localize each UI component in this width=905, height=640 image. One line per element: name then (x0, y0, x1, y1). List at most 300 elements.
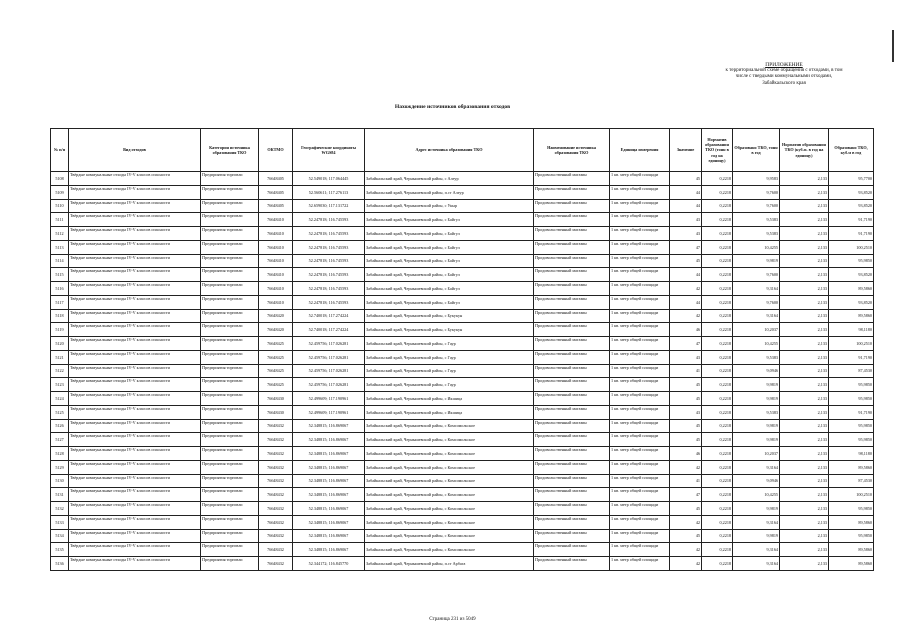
table-cell: Продовольственный магазин (534, 364, 610, 378)
table-cell: 76648432 (259, 460, 293, 474)
table-cell: 0,2218 (702, 337, 733, 351)
table-cell: 1 кв. метр общей площади (610, 227, 670, 241)
table-cell: 9,9819 (733, 378, 780, 392)
table-cell: 2,133 (780, 529, 829, 543)
table-cell: 52.348815; 116.869067 (293, 502, 365, 516)
table-cell: 0,2218 (702, 350, 733, 364)
table-cell: 98,1180 (829, 323, 874, 337)
table-cell: 0,2218 (702, 213, 733, 227)
table-cell: 52.499609; 117.190961 (293, 392, 365, 406)
table-cell: 52.348815; 116.869067 (293, 460, 365, 474)
table-cell: 0,2218 (702, 282, 733, 296)
table-cell: 41 (670, 364, 702, 378)
table-row (51, 254, 874, 268)
table-cell: 52.348815; 116.869067 (293, 529, 365, 543)
table-cell: 5122 (51, 364, 69, 378)
table-cell: 76648410 (259, 227, 293, 241)
table-cell: 89,5860 (829, 309, 874, 323)
table-cell: 1 кв. метр общей площади (610, 515, 670, 529)
table-cell: 0,2218 (702, 557, 733, 571)
table-cell: 5123 (51, 378, 69, 392)
table-cell: 5128 (51, 447, 69, 461)
table-cell: Забайкальский край, Чернышевский район, с Гаур (365, 337, 534, 351)
table-cell: 76648410 (259, 213, 293, 227)
table-cell: 10,4255 (733, 240, 780, 254)
table-cell: Твёрдые коммунальные отходы IV-V классов опасности (69, 227, 201, 241)
table-cell: 1 кв. метр общей площади (610, 213, 670, 227)
table-cell: 9,9819 (733, 502, 780, 516)
table-cell: Забайкальский край, Чернышевский район, с Комсомольское (365, 447, 534, 461)
table-cell: 89,5860 (829, 515, 874, 529)
appendix-line-2: числе с твердыми коммунальными отходами, (735, 74, 833, 80)
table-cell: 1 кв. метр общей площади (610, 419, 670, 433)
table-cell: Твёрдые коммунальные отходы IV-V классов опасности (69, 419, 201, 433)
table-cell: 46 (670, 447, 702, 461)
table-cell: Твёрдые коммунальные отходы IV-V классов опасности (69, 488, 201, 502)
table-cell: 2,133 (780, 213, 829, 227)
table-cell: 2,133 (780, 502, 829, 516)
table-cell: Твёрдые коммунальные отходы IV-V классов опасности (69, 350, 201, 364)
table-row (51, 515, 874, 529)
table-cell: 43 (670, 213, 702, 227)
table-cell: 0,2218 (702, 172, 733, 186)
table-cell: Предприятия торговли (201, 543, 259, 557)
table-cell: Продовольственный магазин (534, 323, 610, 337)
table-cell: 0,2218 (702, 488, 733, 502)
table-cell: 91,7190 (829, 405, 874, 419)
table-cell: 5112 (51, 227, 69, 241)
table-cell: Твёрдые коммунальные отходы IV-V классов опасности (69, 433, 201, 447)
table-cell: 2,133 (780, 557, 829, 571)
table-cell: 5131 (51, 488, 69, 502)
table-cell: Забайкальский край, Чернышевский район, с Комсомольское (365, 515, 534, 529)
table-cell: Твёрдые коммунальные отходы IV-V классов опасности (69, 323, 201, 337)
table-cell: Забайкальский край, Чернышевский район, с Байгул (365, 227, 534, 241)
table-cell: 0,2218 (702, 364, 733, 378)
table-cell: 42 (670, 543, 702, 557)
table-cell: 2,133 (780, 378, 829, 392)
table-row (51, 172, 874, 186)
table-cell: Продовольственный магазин (534, 295, 610, 309)
table-cell: 76648410 (259, 254, 293, 268)
table-cell: Продовольственный магазин (534, 240, 610, 254)
table-cell: 0,2218 (702, 474, 733, 488)
table-cell: 10,4255 (733, 337, 780, 351)
table-cell: 9,5383 (733, 213, 780, 227)
table-cell: 1 кв. метр общей площади (610, 392, 670, 406)
table-cell: Продовольственный магазин (534, 543, 610, 557)
margin-mark (892, 30, 894, 62)
table-cell: Забайкальский край, Чернышевский район, с Комсомольское (365, 543, 534, 557)
table-cell: 89,5860 (829, 557, 874, 571)
table-cell: 52.459756; 117.026281 (293, 350, 365, 364)
table-cell: 76648410 (259, 295, 293, 309)
table-cell: 76648425 (259, 337, 293, 351)
table-cell: 91,7190 (829, 227, 874, 241)
column-header: Значение (670, 129, 702, 172)
table-cell: Продовольственный магазин (534, 502, 610, 516)
table-cell: Забайкальский край, Чернышевский район, с Байгул (365, 240, 534, 254)
table-cell: Предприятия торговли (201, 378, 259, 392)
table-cell: Твёрдые коммунальные отходы IV-V классов опасности (69, 557, 201, 571)
table-cell: 2,133 (780, 337, 829, 351)
table-header-row (51, 129, 874, 172)
column-header: Категория источника образования ТКО (201, 129, 259, 172)
table-cell: 2,133 (780, 447, 829, 461)
table-cell: 2,133 (780, 227, 829, 241)
column-header: ОКТМО (259, 129, 293, 172)
table-cell: Продовольственный магазин (534, 282, 610, 296)
table-cell: Продовольственный магазин (534, 392, 610, 406)
table-cell: 42 (670, 282, 702, 296)
table-cell: Предприятия торговли (201, 282, 259, 296)
table-cell: 9,3164 (733, 557, 780, 571)
table-cell: Предприятия торговли (201, 185, 259, 199)
table-cell: 52.247818; 116.745593 (293, 282, 365, 296)
table-cell: 1 кв. метр общей площади (610, 199, 670, 213)
table-cell: Твёрдые коммунальные отходы IV-V классов опасности (69, 185, 201, 199)
table-cell: 52.348815; 116.869067 (293, 419, 365, 433)
table-cell: 5126 (51, 419, 69, 433)
table-cell: 87,4530 (829, 474, 874, 488)
table-cell: 1 кв. метр общей площади (610, 295, 670, 309)
table-cell: 93,8520 (829, 268, 874, 282)
table-cell: 43 (670, 227, 702, 241)
appendix-line-3: Забайкальского края (762, 80, 806, 86)
table-cell: Твёрдые коммунальные отходы IV-V классов опасности (69, 460, 201, 474)
table-cell: Твёрдые коммунальные отходы IV-V классов опасности (69, 282, 201, 296)
table-cell: 52.459756; 117.026281 (293, 337, 365, 351)
table-cell: 89,5860 (829, 282, 874, 296)
table-cell: 9,9819 (733, 529, 780, 543)
table-cell: Твёрдые коммунальные отходы IV-V классов опасности (69, 337, 201, 351)
table-cell: Забайкальский край, Чернышевский район, с Икшица (365, 405, 534, 419)
table-cell: 47 (670, 488, 702, 502)
table-cell: Забайкальский край, Чернышевский район, с Комсомольское (365, 488, 534, 502)
table-cell: 5127 (51, 433, 69, 447)
table-cell: Твёрдые коммунальные отходы IV-V классов опасности (69, 392, 201, 406)
table-cell: Предприятия торговли (201, 557, 259, 571)
table-cell: 5110 (51, 199, 69, 213)
column-header: Наименование источника образования ТКО (534, 129, 610, 172)
table-cell: 2,133 (780, 268, 829, 282)
column-header: Вид отходов (69, 129, 201, 172)
table-cell: 52.344172; 116.845770 (293, 557, 365, 571)
table-cell: 1 кв. метр общей площади (610, 447, 670, 461)
table-cell: Забайкальский край, Чернышевский район, с Гаур (365, 350, 534, 364)
table-cell: 52.348815; 116.869067 (293, 515, 365, 529)
table-cell: 2,133 (780, 405, 829, 419)
table-cell: 89,5860 (829, 543, 874, 557)
table-cell: 0,2218 (702, 185, 733, 199)
table-cell: 2,133 (780, 323, 829, 337)
table-cell: 47 (670, 240, 702, 254)
table-cell: 52.348815; 116.869067 (293, 474, 365, 488)
appendix-line-1: к территориальной схеме обращения с отходами, в том (725, 68, 843, 74)
table-row (51, 350, 874, 364)
table-cell: Забайкальский край, Чернышевский район, с Букукун (365, 323, 534, 337)
table-cell: Забайкальский край, Чернышевский район, с Байгул (365, 282, 534, 296)
table-cell: Предприятия торговли (201, 515, 259, 529)
table-cell: Предприятия торговли (201, 337, 259, 351)
table-cell: Забайкальский край, Чернышевский район, с Гаур (365, 364, 534, 378)
table-cell: 47 (670, 337, 702, 351)
table-cell: Твёрдые коммунальные отходы IV-V классов опасности (69, 447, 201, 461)
table-cell: Твёрдые коммунальные отходы IV-V классов опасности (69, 172, 201, 186)
table-cell: 1 кв. метр общей площади (610, 502, 670, 516)
table-cell: 2,133 (780, 460, 829, 474)
table-cell: 2,133 (780, 240, 829, 254)
table-cell: Забайкальский край, Чернышевский район, с Гаур (365, 378, 534, 392)
table-cell: 89,5860 (829, 460, 874, 474)
table-cell: 1 кв. метр общей площади (610, 405, 670, 419)
table-cell: Продовольственный магазин (534, 185, 610, 199)
table-cell: Забайкальский край, Чернышевский район, с Комсомольское (365, 529, 534, 543)
table-cell: 76648432 (259, 515, 293, 529)
table-cell: 9,7600 (733, 199, 780, 213)
table-cell: Предприятия торговли (201, 350, 259, 364)
table-cell: 45 (670, 392, 702, 406)
table-cell: Твёрдые коммунальные отходы IV-V классов опасности (69, 240, 201, 254)
table-cell: 2,133 (780, 295, 829, 309)
table-row (51, 199, 874, 213)
table-cell: 2,133 (780, 488, 829, 502)
table-cell: 76648432 (259, 433, 293, 447)
table-cell: 0,2218 (702, 502, 733, 516)
table-cell: 5120 (51, 337, 69, 351)
page-title: Нахождение источников образования отходов (394, 104, 511, 110)
table-cell: Твёрдые коммунальные отходы IV-V классов опасности (69, 515, 201, 529)
table-cell: 76648432 (259, 447, 293, 461)
table-cell: 2,133 (780, 309, 829, 323)
table-cell: 41 (670, 474, 702, 488)
table-cell: 2,133 (780, 419, 829, 433)
table-cell: 100,2510 (829, 488, 874, 502)
table-row (51, 337, 874, 351)
table-cell: Предприятия торговли (201, 488, 259, 502)
table-cell: 1 кв. метр общей площади (610, 350, 670, 364)
table-cell: 2,133 (780, 515, 829, 529)
table-cell: 87,4530 (829, 364, 874, 378)
table-cell: Продовольственный магазин (534, 378, 610, 392)
table-cell: Твёрдые коммунальные отходы IV-V классов опасности (69, 199, 201, 213)
table-cell: 5117 (51, 295, 69, 309)
table-cell: 5114 (51, 254, 69, 268)
table-cell: Предприятия торговли (201, 419, 259, 433)
table-cell: 0,2218 (702, 199, 733, 213)
table-cell: 52.247818; 116.745593 (293, 213, 365, 227)
table-cell: 93,8520 (829, 199, 874, 213)
table-cell: 76648405 (259, 185, 293, 199)
table-cell: 5108 (51, 172, 69, 186)
table-cell: 95,9850 (829, 419, 874, 433)
table-cell: 76648425 (259, 350, 293, 364)
table-cell: 1 кв. метр общей площади (610, 378, 670, 392)
table-cell: Твёрдые коммунальные отходы IV-V классов опасности (69, 502, 201, 516)
table-cell: 52.247818; 116.745593 (293, 295, 365, 309)
table-cell: 52.247818; 116.745593 (293, 254, 365, 268)
table-row (51, 405, 874, 419)
table-cell: 1 кв. метр общей площади (610, 433, 670, 447)
table-cell: Забайкальский край, Чернышевский район, с Букукун (365, 309, 534, 323)
table-cell: Продовольственный магазин (534, 557, 610, 571)
table-cell: Забайкальский край, Чернышевский район, с Байгул (365, 254, 534, 268)
table-cell: 100,2510 (829, 240, 874, 254)
table-cell: 76648432 (259, 557, 293, 571)
table-cell: 0,2218 (702, 323, 733, 337)
table-cell: 2,133 (780, 282, 829, 296)
table-cell: 5129 (51, 460, 69, 474)
table-cell: Предприятия торговли (201, 447, 259, 461)
table-cell: 76648432 (259, 543, 293, 557)
table-cell: 42 (670, 515, 702, 529)
table-cell: Твёрдые коммунальные отходы IV-V классов опасности (69, 474, 201, 488)
table-cell: Забайкальский край, Чернышевский район, с Байгул (365, 268, 534, 282)
table-cell: 5109 (51, 185, 69, 199)
table-cell: 2,133 (780, 172, 829, 186)
table-cell: 1 кв. метр общей площади (610, 282, 670, 296)
table-cell: 5135 (51, 543, 69, 557)
table-cell: Забайкальский край, Чернышевский район, с Укыр (365, 199, 534, 213)
column-header: Образовано ТКО, тонн в год (733, 129, 780, 172)
page-footer: Страница 231 из 5049 (429, 617, 476, 622)
table-cell: 95,9850 (829, 529, 874, 543)
table-cell: 5113 (51, 240, 69, 254)
column-header: Норматив образования ТКО (тонн в год на единицу) (702, 129, 733, 172)
table-cell: 2,133 (780, 364, 829, 378)
table-cell: 52.247818; 116.745593 (293, 268, 365, 282)
table-row (51, 240, 874, 254)
table-cell: 10,2037 (733, 323, 780, 337)
table-cell: Забайкальский край, Чернышевский район, с Комсомольское (365, 502, 534, 516)
table-cell: 45 (670, 433, 702, 447)
table-row (51, 378, 874, 392)
table-cell: Продовольственный магазин (534, 254, 610, 268)
table-cell: 9,3164 (733, 515, 780, 529)
table-cell: 76648432 (259, 474, 293, 488)
table-cell: 5115 (51, 268, 69, 282)
table-cell: 98,1180 (829, 447, 874, 461)
table-cell: 5133 (51, 515, 69, 529)
table-cell: Продовольственный магазин (534, 227, 610, 241)
table-cell: Твёрдые коммунальные отходы IV-V классов опасности (69, 405, 201, 419)
table-cell: Предприятия торговли (201, 474, 259, 488)
table-cell: Предприятия торговли (201, 529, 259, 543)
table-cell: Предприятия торговли (201, 240, 259, 254)
table-cell: Твёрдые коммунальные отходы IV-V классов опасности (69, 543, 201, 557)
table-cell: Продовольственный магазин (534, 309, 610, 323)
table-cell: Предприятия торговли (201, 323, 259, 337)
table-cell: 52.560611; 117.276113 (293, 185, 365, 199)
table-cell: Продовольственный магазин (534, 460, 610, 474)
table-cell: 5132 (51, 502, 69, 516)
table-row (51, 543, 874, 557)
table-row (51, 364, 874, 378)
table-cell: Продовольственный магазин (534, 268, 610, 282)
table-row (51, 502, 874, 516)
table-cell: Продовольственный магазин (534, 474, 610, 488)
table-row (51, 460, 874, 474)
table-cell: 2,133 (780, 350, 829, 364)
table-cell: Забайкальский край, Чернышевский район, п.ст Алеур (365, 185, 534, 199)
table-cell: 9,9583 (733, 172, 780, 186)
table-cell: 9,0946 (733, 474, 780, 488)
table-row (51, 447, 874, 461)
table-cell: Предприятия торговли (201, 227, 259, 241)
table-cell: 42 (670, 309, 702, 323)
table-cell: Продовольственный магазин (534, 405, 610, 419)
table-row (51, 529, 874, 543)
table-cell: 9,3164 (733, 543, 780, 557)
table-cell: 2,133 (780, 254, 829, 268)
table-cell: Твёрдые коммунальные отходы IV-V классов опасности (69, 364, 201, 378)
table-row (51, 488, 874, 502)
table-cell: 1 кв. метр общей площади (610, 323, 670, 337)
table-cell: 0,2218 (702, 515, 733, 529)
table-cell: 2,133 (780, 474, 829, 488)
table-cell: 5130 (51, 474, 69, 488)
table-cell: Предприятия торговли (201, 199, 259, 213)
table-cell: 0,2218 (702, 227, 733, 241)
table-cell: 52.740018; 117.274224 (293, 309, 365, 323)
table-cell: Твёрдые коммунальные отходы IV-V классов опасности (69, 213, 201, 227)
table-cell: Продовольственный магазин (534, 447, 610, 461)
table-cell: 1 кв. метр общей площади (610, 172, 670, 186)
table-cell: 9,9819 (733, 392, 780, 406)
table-cell: 10,2037 (733, 447, 780, 461)
table-cell: 1 кв. метр общей площади (610, 488, 670, 502)
table-cell: 43 (670, 350, 702, 364)
table-cell: Забайкальский край, Чернышевский район, п.ст Арбага (365, 557, 534, 571)
table-cell: 0,2218 (702, 460, 733, 474)
table-row (51, 185, 874, 199)
table-cell: Твёрдые коммунальные отходы IV-V классов опасности (69, 295, 201, 309)
table-cell: Предприятия торговли (201, 433, 259, 447)
table-cell: 9,9819 (733, 433, 780, 447)
table-cell: 52.348815; 116.869067 (293, 488, 365, 502)
table-cell: 45 (670, 419, 702, 433)
table-cell: 0,2218 (702, 405, 733, 419)
table-cell: 95,9850 (829, 392, 874, 406)
table-cell: 52.348815; 116.869067 (293, 543, 365, 557)
table-cell: 76648410 (259, 268, 293, 282)
table-cell: 9,5383 (733, 227, 780, 241)
table-cell: 76648430 (259, 405, 293, 419)
table-cell: Предприятия торговли (201, 309, 259, 323)
table-cell: 95,9850 (829, 254, 874, 268)
table-cell: Предприятия торговли (201, 268, 259, 282)
table-cell: 100,2510 (829, 337, 874, 351)
table-cell: 0,2218 (702, 529, 733, 543)
table-cell: 9,3164 (733, 309, 780, 323)
table-cell: 1 кв. метр общей площади (610, 460, 670, 474)
table-cell: 10,4255 (733, 488, 780, 502)
table-cell: 45 (670, 254, 702, 268)
table-cell: 52.348815; 116.869067 (293, 447, 365, 461)
table-cell: Твёрдые коммунальные отходы IV-V классов опасности (69, 378, 201, 392)
table-cell: 5136 (51, 557, 69, 571)
table-cell: 9,7600 (733, 185, 780, 199)
table-cell: 2,133 (780, 392, 829, 406)
table-cell: Предприятия торговли (201, 364, 259, 378)
table-cell: 9,5383 (733, 405, 780, 419)
table-cell: 76648432 (259, 488, 293, 502)
table-cell: 1 кв. метр общей площади (610, 254, 670, 268)
table-cell: Предприятия торговли (201, 213, 259, 227)
table-cell: 1 кв. метр общей площади (610, 474, 670, 488)
table-cell: Предприятия торговли (201, 405, 259, 419)
table-cell: 42 (670, 460, 702, 474)
